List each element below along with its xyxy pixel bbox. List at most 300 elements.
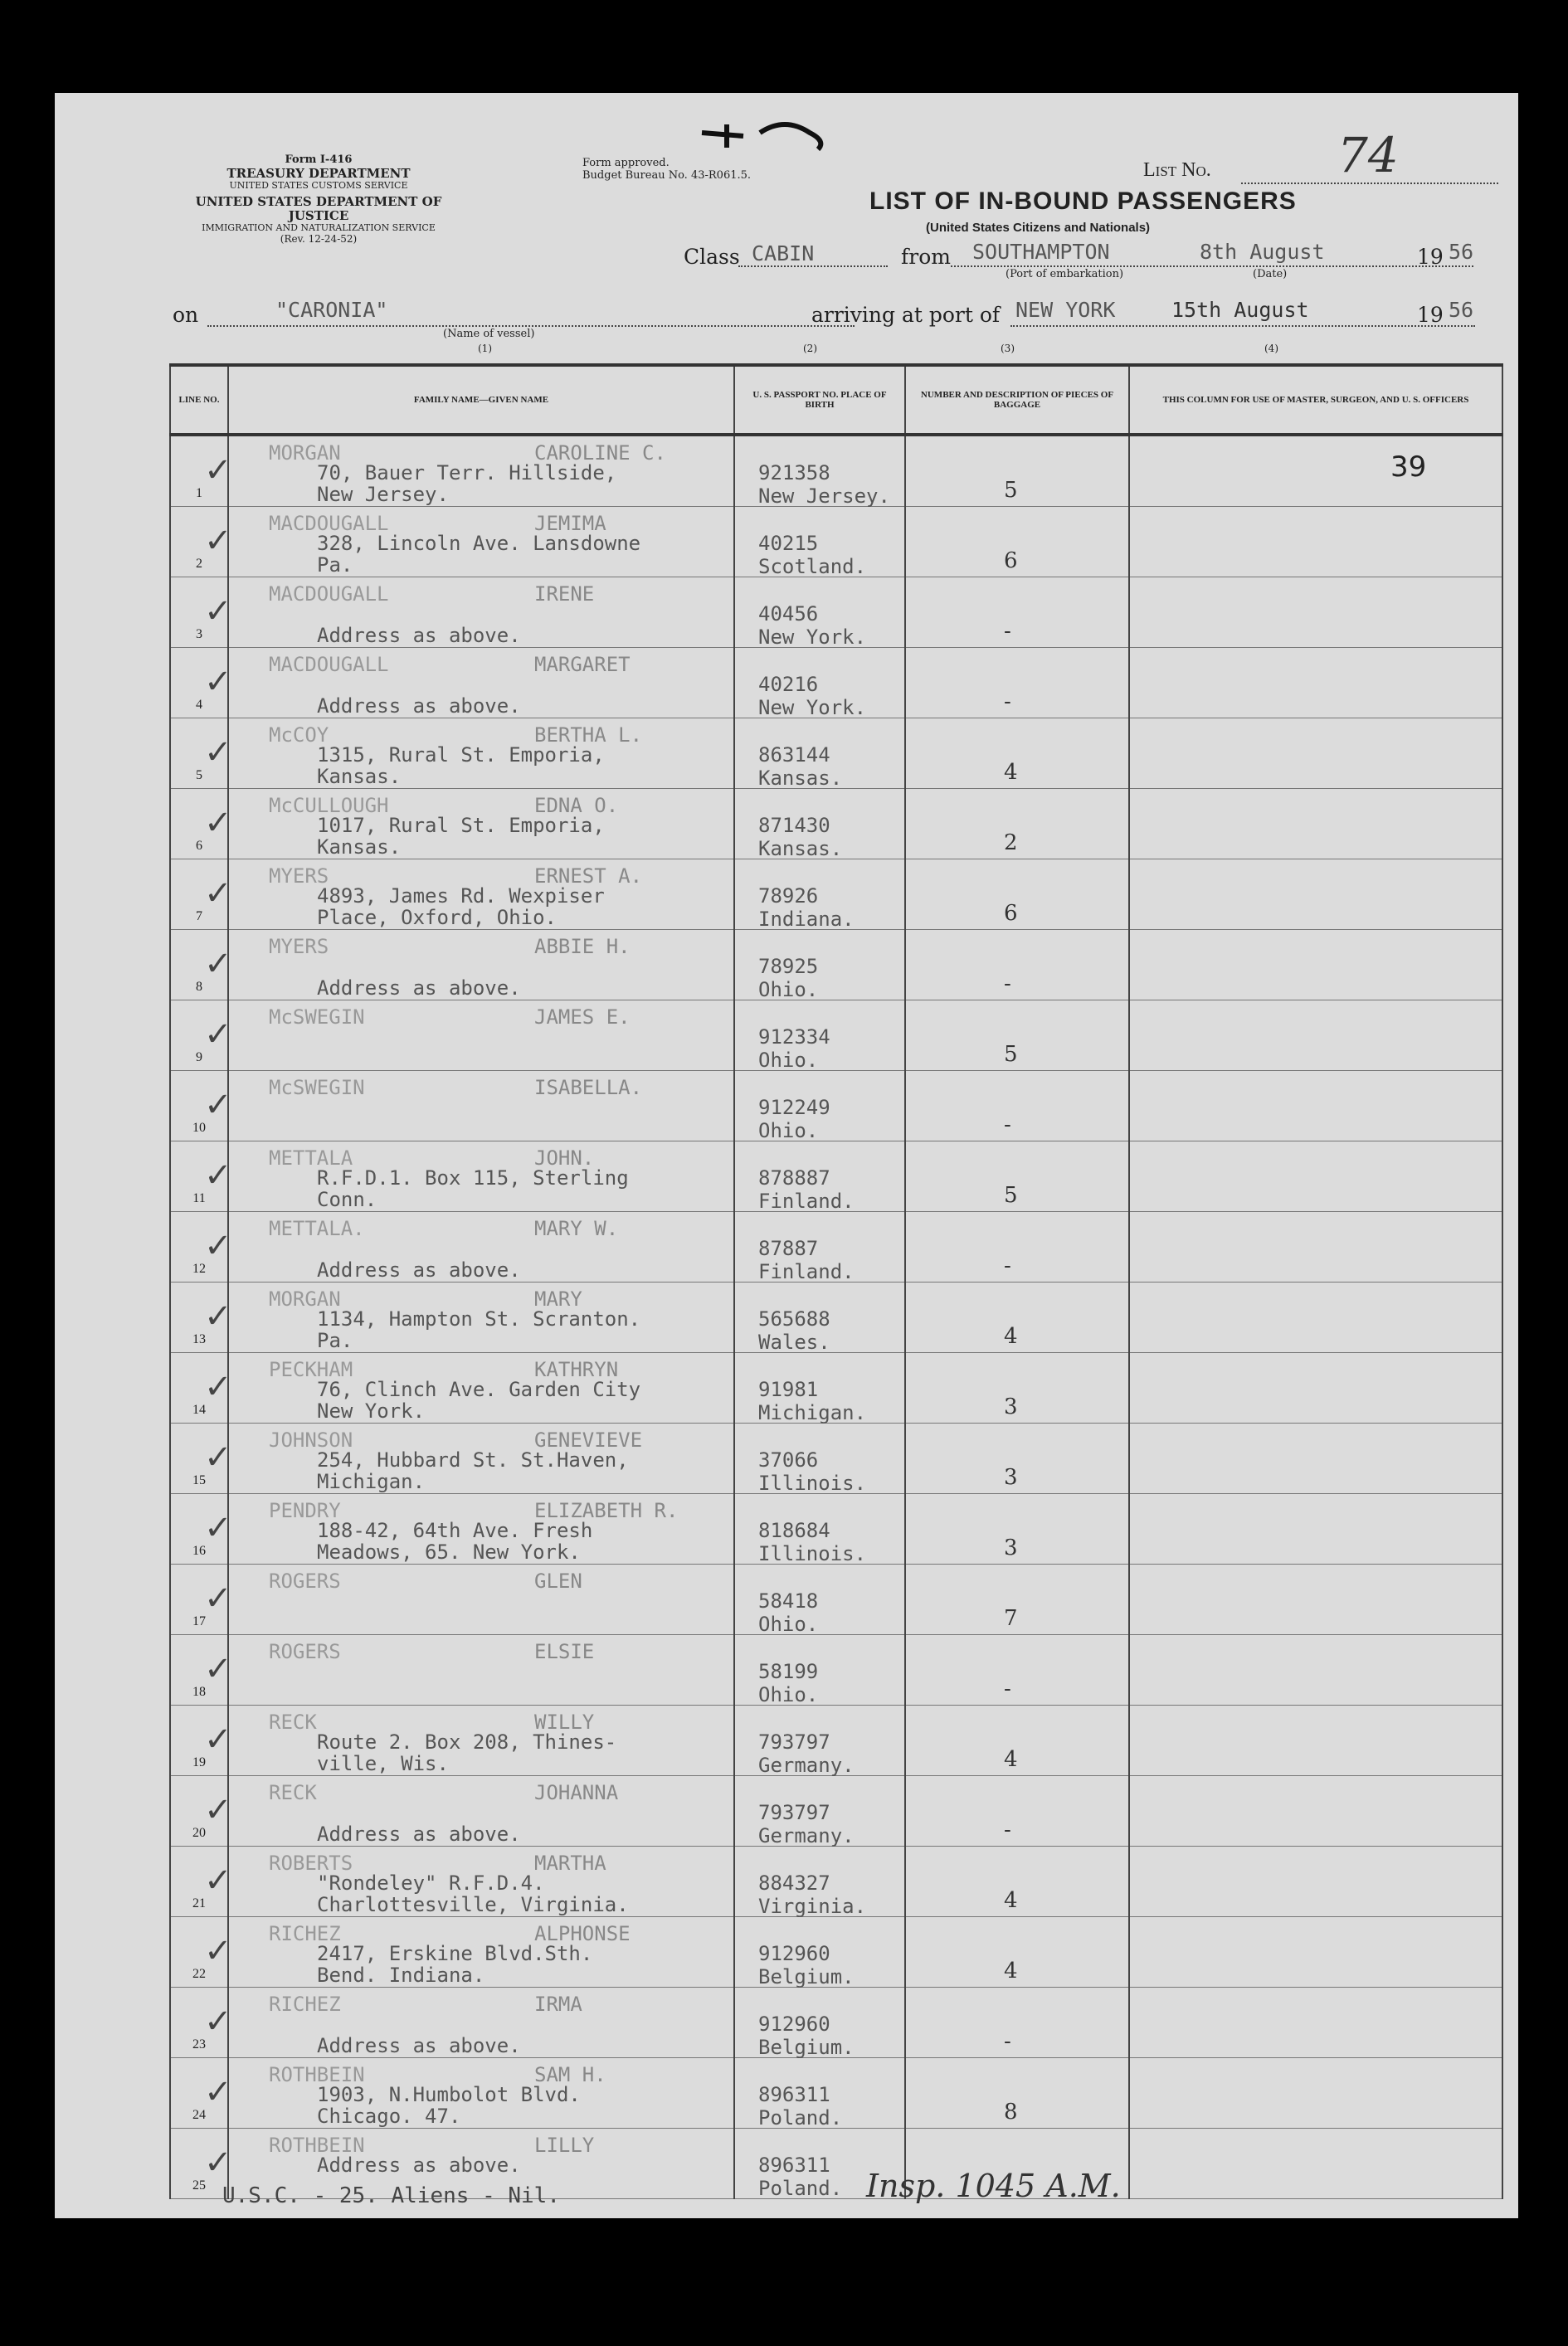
baggage-cell bbox=[905, 1353, 1129, 1424]
passport-cell bbox=[734, 1141, 905, 1212]
given-name: IRMA bbox=[534, 1993, 582, 2016]
address-line-2: Address as above. bbox=[317, 976, 521, 1000]
name-cell bbox=[204, 1212, 734, 1283]
baggage-cell bbox=[905, 1917, 1129, 1988]
baggage-cell bbox=[905, 1706, 1129, 1776]
address-line-2: New York. bbox=[317, 1399, 426, 1423]
column-header-line: LINE NO. bbox=[170, 365, 228, 435]
passport-number: 91981 bbox=[758, 1378, 819, 1401]
name-cell bbox=[204, 1071, 734, 1141]
table-row bbox=[170, 789, 1502, 859]
passport-number: 793797 bbox=[758, 1801, 830, 1824]
family-name: RECK bbox=[269, 1711, 317, 1734]
table-header-row bbox=[170, 365, 1502, 435]
family-name: PENDRY bbox=[269, 1499, 341, 1522]
ink-mark bbox=[694, 108, 859, 158]
baggage-count: 4 bbox=[1004, 1888, 1018, 1913]
name-cell bbox=[204, 2058, 734, 2129]
margin-number: 39 bbox=[1390, 450, 1427, 484]
address-line-2: Address as above. bbox=[317, 2034, 521, 2057]
passport-column-number: (2) bbox=[803, 343, 817, 354]
manifest-page bbox=[55, 93, 1518, 2218]
check-mark-icon: ✓ bbox=[204, 2144, 232, 2182]
family-name: RICHEZ bbox=[269, 1993, 341, 2016]
place-of-birth: Ohio. bbox=[758, 1613, 819, 1636]
baggage-count: - bbox=[1004, 619, 1011, 644]
address-line-1: Address as above. bbox=[317, 2154, 521, 2177]
passport-cell bbox=[734, 789, 905, 859]
address-line-2: Address as above. bbox=[317, 1823, 521, 1846]
given-name: JOHANNA bbox=[534, 1781, 619, 1804]
place-of-birth: Poland. bbox=[758, 2106, 843, 2129]
line-number: 14 bbox=[192, 1403, 206, 1417]
baggage-cell bbox=[905, 648, 1129, 718]
family-name: MORGAN bbox=[269, 441, 341, 465]
baggage-count: 3 bbox=[1004, 1394, 1018, 1419]
table-row bbox=[170, 1283, 1502, 1353]
baggage-count: - bbox=[1004, 1677, 1011, 1701]
address-line-2: New Jersey. bbox=[317, 483, 449, 506]
passport-cell bbox=[734, 1565, 905, 1635]
vessel-name: "CARONIA" bbox=[275, 298, 388, 322]
baggage-count: 4 bbox=[1004, 1959, 1018, 1983]
place-of-birth: Kansas. bbox=[758, 767, 843, 790]
name-cell bbox=[204, 718, 734, 789]
given-name: ERNEST A. bbox=[534, 864, 643, 888]
officers-cell bbox=[1129, 1424, 1502, 1494]
family-name: ROBERTS bbox=[269, 1852, 353, 1875]
baggage-cell bbox=[905, 1988, 1129, 2058]
check-mark-icon: ✓ bbox=[204, 1509, 232, 1547]
place-of-birth: Indiana. bbox=[758, 908, 855, 931]
form-identification bbox=[169, 154, 468, 246]
baggage-count: 4 bbox=[1004, 1747, 1018, 1772]
family-name: METTALA bbox=[269, 1146, 353, 1170]
check-mark-icon: ✓ bbox=[204, 2073, 232, 2111]
name-cell bbox=[204, 1494, 734, 1565]
family-name: McCOY bbox=[269, 723, 329, 747]
officers-cell bbox=[1129, 1988, 1502, 2058]
check-mark-icon: ✓ bbox=[204, 1015, 232, 1054]
name-cell bbox=[204, 789, 734, 859]
passport-number: 818684 bbox=[758, 1519, 830, 1542]
address-line-1: 70, Bauer Terr. Hillside, bbox=[317, 461, 617, 484]
port-caption: (Port of embarkation) bbox=[1006, 268, 1124, 280]
check-mark-icon: ✓ bbox=[204, 945, 232, 983]
address-line-1: 188-42, 64th Ave. Fresh bbox=[317, 1519, 593, 1542]
family-name: MACDOUGALL bbox=[269, 653, 389, 676]
form-approved: Form approved. bbox=[582, 157, 670, 169]
given-name: ISABELLA. bbox=[534, 1076, 643, 1099]
family-name: MYERS bbox=[269, 935, 329, 958]
passport-cell bbox=[734, 1353, 905, 1424]
place-of-birth: Virginia. bbox=[758, 1895, 867, 1918]
passport-cell bbox=[734, 1917, 905, 1988]
address-line-1: 328, Lincoln Ave. Lansdowne bbox=[317, 532, 641, 555]
baggage-count: 3 bbox=[1004, 1536, 1018, 1560]
table-row bbox=[170, 1847, 1502, 1917]
name-cell bbox=[204, 1565, 734, 1635]
passport-number: 78925 bbox=[758, 955, 819, 978]
embarkation-port: SOUTHAMPTON bbox=[972, 240, 1110, 264]
family-name: MACDOUGALL bbox=[269, 512, 389, 535]
officers-cell bbox=[1129, 507, 1502, 577]
passport-number: 896311 bbox=[758, 2083, 830, 2106]
place-of-birth: Germany. bbox=[758, 1824, 855, 1847]
name-cell bbox=[204, 1917, 734, 1988]
check-mark-icon: ✓ bbox=[204, 1438, 232, 1477]
table-row bbox=[170, 2058, 1502, 2129]
check-mark-icon: ✓ bbox=[204, 663, 232, 701]
passport-number: 921358 bbox=[758, 461, 830, 484]
baggage-cell bbox=[905, 1283, 1129, 1353]
passport-cell bbox=[734, 1988, 905, 2058]
officers-cell bbox=[1129, 2058, 1502, 2129]
address-line-2: Chicago. 47. bbox=[317, 2105, 461, 2128]
passport-number: 884327 bbox=[758, 1871, 830, 1895]
treasury-department: TREASURY DEPARTMENT bbox=[226, 165, 411, 181]
place-of-birth: New York. bbox=[758, 625, 867, 649]
given-name: ELIZABETH R. bbox=[534, 1499, 679, 1522]
line-number: 5 bbox=[196, 768, 202, 782]
vessel-column-number: (1) bbox=[478, 343, 492, 354]
given-name: ALPHONSE bbox=[534, 1922, 631, 1945]
officers-cell bbox=[1129, 1776, 1502, 1847]
baggage-count: - bbox=[1004, 2029, 1011, 2054]
passport-cell bbox=[734, 1000, 905, 1071]
embarkation-date: 8th August bbox=[1200, 240, 1325, 264]
baggage-cell bbox=[905, 930, 1129, 1000]
baggage-cell bbox=[905, 507, 1129, 577]
officers-cell bbox=[1129, 435, 1502, 507]
address-line-2: Pa. bbox=[317, 553, 353, 577]
embarkation-year-prefix: 19 bbox=[1417, 245, 1444, 269]
baggage-count: 4 bbox=[1004, 760, 1018, 785]
passport-number: 912960 bbox=[758, 2013, 830, 2036]
address-line-1: Route 2. Box 208, Thines- bbox=[317, 1730, 617, 1754]
check-mark-icon: ✓ bbox=[204, 1086, 232, 1124]
line-number: 6 bbox=[196, 839, 202, 853]
check-mark-icon: ✓ bbox=[204, 1791, 232, 1829]
column-header-passport: U. S. PASSPORT NO. PLACE OF BIRTH bbox=[734, 365, 905, 435]
justice-department: UNITED STATES DEPARTMENT OF JUSTICE bbox=[195, 193, 442, 224]
immigration-service: IMMIGRATION AND NATURALIZATION SERVICE bbox=[202, 222, 436, 234]
line-number: 2 bbox=[196, 557, 202, 571]
baggage-cell bbox=[905, 1424, 1129, 1494]
table-row bbox=[170, 1353, 1502, 1424]
place-of-birth: Belgium. bbox=[758, 1965, 855, 1988]
given-name: ELSIE bbox=[534, 1640, 595, 1663]
column-header-name: FAMILY NAME—GIVEN NAME bbox=[228, 365, 734, 435]
passport-number: 78926 bbox=[758, 884, 819, 908]
document-title: LIST OF IN-BOUND PASSENGERS bbox=[869, 187, 1297, 215]
address-line-2: Bend. Indiana. bbox=[317, 1964, 485, 1987]
given-name: IRENE bbox=[534, 582, 595, 606]
baggage-cell bbox=[905, 1212, 1129, 1283]
address-line-1: "Rondeley" R.F.D.4. bbox=[317, 1871, 545, 1895]
check-mark-icon: ✓ bbox=[204, 804, 232, 842]
on-label: on bbox=[173, 303, 199, 327]
passport-number: 40215 bbox=[758, 532, 819, 555]
passport-cell bbox=[734, 1776, 905, 1847]
table-row bbox=[170, 1635, 1502, 1706]
column-header-baggage: NUMBER AND DESCRIPTION OF PIECES OF BAGGAGE bbox=[905, 365, 1129, 435]
check-mark-icon: ✓ bbox=[204, 1862, 232, 1900]
passenger-table bbox=[169, 363, 1503, 2199]
line-number: 21 bbox=[192, 1896, 206, 1910]
family-name: ROTHBEIN bbox=[269, 2063, 365, 2086]
check-mark-icon: ✓ bbox=[204, 2003, 232, 2041]
address-line-2: Address as above. bbox=[317, 624, 521, 647]
table-row bbox=[170, 507, 1502, 577]
passport-cell bbox=[734, 859, 905, 930]
place-of-birth: New Jersey. bbox=[758, 484, 890, 508]
class-label: Class bbox=[684, 245, 740, 269]
family-name: McSWEGIN bbox=[269, 1005, 365, 1029]
approval-block bbox=[582, 158, 751, 183]
table-row bbox=[170, 577, 1502, 648]
given-name: SAM H. bbox=[534, 2063, 606, 2086]
address-line-1: R.F.D.1. Box 115, Sterling bbox=[317, 1166, 629, 1190]
check-mark-icon: ✓ bbox=[204, 1297, 232, 1336]
officers-cell bbox=[1129, 648, 1502, 718]
officers-cell bbox=[1129, 1565, 1502, 1635]
passport-number: 87887 bbox=[758, 1237, 819, 1260]
name-cell bbox=[204, 1988, 734, 2058]
baggage-cell bbox=[905, 1635, 1129, 1706]
officers-cell bbox=[1129, 1635, 1502, 1706]
baggage-cell bbox=[905, 1000, 1129, 1071]
form-number: Form I-416 bbox=[285, 153, 353, 166]
passport-cell bbox=[734, 1494, 905, 1565]
given-name: BERTHA L. bbox=[534, 723, 643, 747]
family-name: ROTHBEIN bbox=[269, 2134, 365, 2157]
check-mark-icon: ✓ bbox=[204, 592, 232, 630]
check-mark-icon: ✓ bbox=[204, 1932, 232, 1970]
passport-cell bbox=[734, 577, 905, 648]
passport-cell bbox=[734, 930, 905, 1000]
passport-cell bbox=[734, 1212, 905, 1283]
place-of-birth: Belgium. bbox=[758, 2036, 855, 2059]
table-row bbox=[170, 718, 1502, 789]
officers-cell bbox=[1129, 1706, 1502, 1776]
officers-cell bbox=[1129, 930, 1502, 1000]
passport-number: 896311 bbox=[758, 2154, 830, 2177]
table-row bbox=[170, 1141, 1502, 1212]
name-cell bbox=[204, 577, 734, 648]
family-name: PECKHAM bbox=[269, 1358, 353, 1381]
line-number: 11 bbox=[192, 1191, 206, 1205]
table-row bbox=[170, 1565, 1502, 1635]
address-line-1: 254, Hubbard St. St.Haven, bbox=[317, 1448, 629, 1472]
vessel-line bbox=[207, 325, 855, 327]
check-mark-icon: ✓ bbox=[204, 1721, 232, 1759]
address-line-2: Kansas. bbox=[317, 765, 402, 788]
officers-cell bbox=[1129, 1141, 1502, 1212]
check-mark-icon: ✓ bbox=[204, 1650, 232, 1688]
officers-cell bbox=[1129, 1212, 1502, 1283]
address-line-1: 1903, N.Humbolot Blvd. bbox=[317, 2083, 581, 2106]
place-of-birth: Illinois. bbox=[758, 1542, 867, 1565]
officers-cell bbox=[1129, 1917, 1502, 1988]
place-of-birth: Scotland. bbox=[758, 555, 867, 578]
name-cell bbox=[204, 1424, 734, 1494]
address-line-2: Charlottesville, Virginia. bbox=[317, 1893, 629, 1916]
passport-number: 565688 bbox=[758, 1307, 830, 1331]
line-number: 7 bbox=[196, 909, 202, 923]
table-row bbox=[170, 435, 1502, 507]
given-name: GENEVIEVE bbox=[534, 1429, 643, 1452]
check-mark-icon: ✓ bbox=[204, 874, 232, 913]
given-name: MARY bbox=[534, 1287, 582, 1311]
name-cell bbox=[204, 1353, 734, 1424]
address-line-2: Address as above. bbox=[317, 694, 521, 718]
baggage-count: 6 bbox=[1004, 901, 1018, 926]
revision-date: (Rev. 12-24-52) bbox=[280, 232, 358, 245]
family-name: RICHEZ bbox=[269, 1922, 341, 1945]
inspection-note: Insp. 1045 A.M. bbox=[866, 2168, 1121, 2204]
passport-number: 912960 bbox=[758, 1942, 830, 1965]
baggage-count: 3 bbox=[1004, 1465, 1018, 1490]
baggage-cell bbox=[905, 718, 1129, 789]
given-name: JOHN. bbox=[534, 1146, 595, 1170]
officers-cell bbox=[1129, 1000, 1502, 1071]
address-line-1: 1134, Hampton St. Scranton. bbox=[317, 1307, 641, 1331]
baggage-cell bbox=[905, 1141, 1129, 1212]
place-of-birth: Wales. bbox=[758, 1331, 830, 1354]
officers-cell bbox=[1129, 1353, 1502, 1424]
given-name: GLEN bbox=[534, 1570, 582, 1593]
baggage-count: 7 bbox=[1004, 1606, 1018, 1631]
from-line bbox=[951, 265, 1473, 267]
passport-cell bbox=[734, 1283, 905, 1353]
given-name: WILLY bbox=[534, 1711, 595, 1734]
passport-cell bbox=[734, 1706, 905, 1776]
officers-cell bbox=[1129, 859, 1502, 930]
officers-cell bbox=[1129, 1494, 1502, 1565]
passport-cell bbox=[734, 1635, 905, 1706]
check-mark-icon: ✓ bbox=[204, 451, 232, 489]
passport-number: 40216 bbox=[758, 673, 819, 696]
given-name: MARGARET bbox=[534, 653, 631, 676]
address-line-2: Place, Oxford, Ohio. bbox=[317, 906, 557, 929]
line-number: 25 bbox=[192, 2178, 206, 2193]
arrival-port: NEW YORK bbox=[1015, 298, 1116, 322]
passport-cell bbox=[734, 648, 905, 718]
column-header-officers: THIS COLUMN FOR USE OF MASTER, SURGEON, AND U. S. OFFICERS bbox=[1129, 365, 1502, 435]
passport-cell bbox=[734, 1071, 905, 1141]
officers-cell bbox=[1129, 577, 1502, 648]
officers-cell bbox=[1129, 1071, 1502, 1141]
officers-cell bbox=[1129, 718, 1502, 789]
from-label: from bbox=[901, 245, 951, 269]
passport-number: 58418 bbox=[758, 1589, 819, 1613]
table-row bbox=[170, 930, 1502, 1000]
passport-cell bbox=[734, 1424, 905, 1494]
table-row bbox=[170, 1212, 1502, 1283]
vessel-caption: (Name of vessel) bbox=[443, 328, 535, 340]
family-name: METTALA. bbox=[269, 1217, 365, 1240]
address-line-2: Kansas. bbox=[317, 835, 402, 859]
baggage-count: 5 bbox=[1004, 1042, 1018, 1067]
address-line-2: Meadows, 65. New York. bbox=[317, 1540, 581, 1564]
date-caption: (Date) bbox=[1253, 268, 1288, 280]
address-line-1: 1315, Rural St. Emporia, bbox=[317, 743, 605, 767]
table-row bbox=[170, 859, 1502, 930]
place-of-birth: Germany. bbox=[758, 1754, 855, 1777]
line-number: 19 bbox=[192, 1755, 206, 1769]
passport-number: 793797 bbox=[758, 1730, 830, 1754]
place-of-birth: New York. bbox=[758, 696, 867, 719]
baggage-count: 5 bbox=[1004, 1183, 1018, 1208]
address-line-2: Conn. bbox=[317, 1188, 377, 1211]
passport-number: 40456 bbox=[758, 602, 819, 625]
table-row bbox=[170, 1917, 1502, 1988]
line-number: 23 bbox=[192, 2037, 206, 2052]
baggage-count: - bbox=[1004, 1818, 1011, 1842]
given-name: MARTHA bbox=[534, 1852, 606, 1875]
place-of-birth: Finland. bbox=[758, 1190, 855, 1213]
officers-cell bbox=[1129, 2129, 1502, 2199]
baggage-cell bbox=[905, 1071, 1129, 1141]
arriving-label: arriving at port of bbox=[811, 303, 1001, 327]
given-name: KATHRYN bbox=[534, 1358, 619, 1381]
baggage-cell bbox=[905, 577, 1129, 648]
name-cell bbox=[204, 1141, 734, 1212]
passport-cell bbox=[734, 435, 905, 507]
address-line-2: Address as above. bbox=[317, 1258, 521, 1282]
name-cell bbox=[204, 930, 734, 1000]
check-mark-icon: ✓ bbox=[204, 1579, 232, 1618]
table-row bbox=[170, 1424, 1502, 1494]
line-number: 22 bbox=[192, 1967, 206, 1981]
baggage-count: 5 bbox=[1004, 478, 1018, 503]
baggage-cell bbox=[905, 2058, 1129, 2129]
given-name: JEMIMA bbox=[534, 512, 606, 535]
passport-number: 912334 bbox=[758, 1025, 830, 1049]
name-cell bbox=[204, 1283, 734, 1353]
given-name: MARY W. bbox=[534, 1217, 619, 1240]
baggage-cell bbox=[905, 1565, 1129, 1635]
passport-cell bbox=[734, 2058, 905, 2129]
line-number: 10 bbox=[192, 1121, 206, 1135]
given-name: LILLY bbox=[534, 2134, 595, 2157]
footer-summary: U.S.C. - 25. Aliens - Nil. bbox=[222, 2183, 560, 2208]
passport-number: 912249 bbox=[758, 1096, 830, 1119]
line-number: 24 bbox=[192, 2108, 206, 2122]
line-number: 8 bbox=[196, 980, 202, 994]
table-row bbox=[170, 1776, 1502, 1847]
family-name: MYERS bbox=[269, 864, 329, 888]
baggage-column-number: (3) bbox=[1001, 343, 1015, 354]
baggage-cell bbox=[905, 435, 1129, 507]
arrival-year: 56 bbox=[1449, 298, 1474, 322]
list-number: 74 bbox=[1337, 127, 1399, 183]
address-line-2: ville, Wis. bbox=[317, 1752, 449, 1775]
name-cell bbox=[204, 648, 734, 718]
passport-cell bbox=[734, 1847, 905, 1917]
place-of-birth: Finland. bbox=[758, 1260, 855, 1283]
name-cell bbox=[204, 1776, 734, 1847]
class-value: CABIN bbox=[752, 241, 815, 265]
table-row bbox=[170, 1494, 1502, 1565]
officers-cell bbox=[1129, 789, 1502, 859]
address-line-1: 1017, Rural St. Emporia, bbox=[317, 814, 605, 837]
address-line-1: 4893, James Rd. Wexpiser bbox=[317, 884, 605, 908]
place-of-birth: Illinois. bbox=[758, 1472, 867, 1495]
place-of-birth: Poland. bbox=[758, 2177, 843, 2200]
officers-cell bbox=[1129, 1847, 1502, 1917]
